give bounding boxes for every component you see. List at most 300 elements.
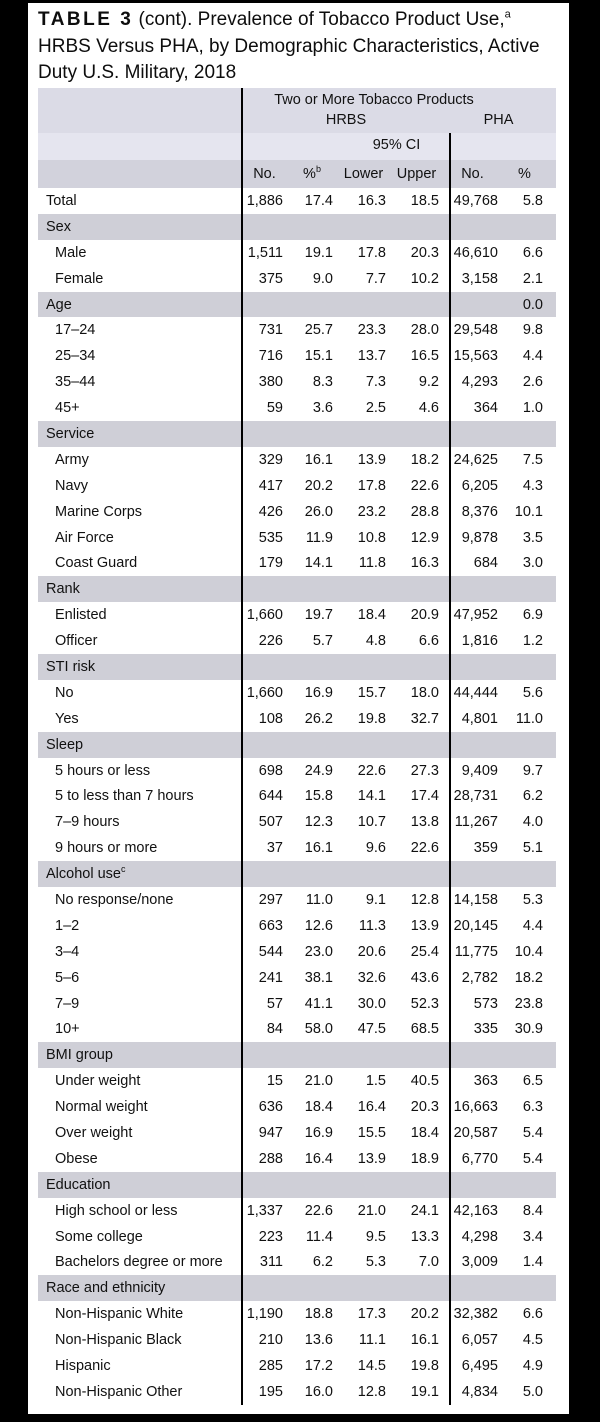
row-label: Age xyxy=(46,296,72,313)
value-cell: 21.0 xyxy=(357,1202,386,1219)
footnote-marker-b: b xyxy=(315,164,321,175)
value-cell: 22.6 xyxy=(410,840,439,857)
value-cell: 20,587 xyxy=(453,1125,498,1141)
table-row xyxy=(38,1250,556,1276)
value-cell: 14.5 xyxy=(357,1358,386,1375)
value-cell: 52.3 xyxy=(410,995,439,1012)
value-cell: 15.8 xyxy=(304,788,333,805)
value-cell: 663 xyxy=(258,917,283,934)
table-row xyxy=(38,395,556,421)
col-header-pha-no: No. xyxy=(461,166,484,182)
value-cell: 1,660 xyxy=(246,684,283,701)
value-cell: 3.0 xyxy=(522,555,543,572)
value-cell: 14,158 xyxy=(453,891,498,908)
value-cell: 20.2 xyxy=(410,1306,439,1323)
value-cell: 38.1 xyxy=(304,969,333,986)
value-cell: 25.7 xyxy=(304,322,333,339)
value-cell: 16.1 xyxy=(304,840,333,857)
table-row xyxy=(38,602,556,628)
table-row xyxy=(38,706,556,732)
value-cell: 5.1 xyxy=(522,840,543,857)
value-cell: 11.3 xyxy=(358,917,386,934)
value-cell: 2.5 xyxy=(365,400,386,417)
value-cell: 9.1 xyxy=(365,891,386,908)
value-cell: 20.9 xyxy=(410,607,439,624)
value-cell: 417 xyxy=(258,477,283,494)
value-cell: 6.5 xyxy=(522,1073,543,1090)
value-cell: 4,834 xyxy=(461,1383,498,1400)
value-cell: 11.1 xyxy=(358,1332,386,1349)
value-cell: 13.7 xyxy=(357,348,386,365)
value-cell: 15 xyxy=(266,1073,283,1090)
row-label: Navy xyxy=(55,477,89,494)
value-cell: 380 xyxy=(258,374,283,391)
value-cell: 5.3 xyxy=(522,891,543,908)
row-label: Marine Corps xyxy=(55,503,143,520)
value-cell: 6.2 xyxy=(312,1254,333,1271)
value-cell: 6.6 xyxy=(522,244,543,261)
section-header-row xyxy=(38,1275,556,1301)
pha-group-label: PHA xyxy=(483,112,514,128)
value-cell: 24.9 xyxy=(304,762,333,779)
value-cell: 297 xyxy=(258,891,283,908)
table-row xyxy=(38,758,556,784)
value-cell: 13.8 xyxy=(410,814,439,831)
table-row xyxy=(38,473,556,499)
value-cell: 28,731 xyxy=(453,788,498,805)
value-cell: 6.6 xyxy=(522,1306,543,1323)
value-cell: 644 xyxy=(258,788,283,805)
value-cell: 9,878 xyxy=(461,529,498,546)
row-label: 25–34 xyxy=(55,348,96,365)
value-cell: 16.4 xyxy=(304,1150,333,1167)
value-cell: 731 xyxy=(258,322,283,339)
table-row xyxy=(38,809,556,835)
pct-symbol: % xyxy=(303,166,316,182)
value-cell: 16.9 xyxy=(304,1125,333,1141)
value-cell: 9.0 xyxy=(312,270,333,287)
row-label: Obese xyxy=(55,1150,98,1167)
value-cell: 12.3 xyxy=(304,814,333,831)
value-cell: 14.1 xyxy=(357,788,386,805)
value-cell: 18.0 xyxy=(410,684,439,701)
value-cell: 636 xyxy=(258,1099,283,1116)
value-cell: 10.1 xyxy=(514,503,543,520)
value-cell: 32.6 xyxy=(357,969,386,986)
value-cell: 26.0 xyxy=(304,503,333,520)
value-cell: 544 xyxy=(258,943,283,960)
value-cell: 19.8 xyxy=(357,710,386,727)
value-cell: 4.4 xyxy=(522,917,543,934)
row-label: 5–6 xyxy=(55,969,80,986)
col-header-hrbs-no: No. xyxy=(253,166,276,182)
value-cell: 335 xyxy=(473,1021,498,1038)
value-cell: 19.8 xyxy=(410,1358,439,1375)
title-text-rest: HRBS Versus PHA, by Demographic Characteristics, Active Duty U.S. Military, 2018 xyxy=(38,35,540,83)
value-cell: 311 xyxy=(259,1254,283,1271)
table-row xyxy=(38,266,556,292)
value-cell: 1.5 xyxy=(365,1073,386,1090)
footnote-marker: c xyxy=(120,864,126,875)
value-cell: 32.7 xyxy=(410,710,439,727)
value-cell: 6.2 xyxy=(522,788,543,805)
row-label: 17–24 xyxy=(55,322,96,339)
value-cell: 9.6 xyxy=(365,840,386,857)
value-cell: 3,158 xyxy=(461,270,498,287)
value-cell: 19.1 xyxy=(410,1383,439,1400)
value-cell: 15,563 xyxy=(453,348,498,365)
section-header-row xyxy=(38,1172,556,1198)
value-cell: 9.2 xyxy=(418,374,439,391)
value-cell: 6.3 xyxy=(522,1099,543,1116)
table-number: TABLE 3 xyxy=(38,9,134,30)
data-table xyxy=(38,88,556,1405)
table-row xyxy=(38,1068,556,1094)
value-cell: 684 xyxy=(473,555,498,572)
value-cell: 18.4 xyxy=(304,1099,333,1116)
row-label: 7–9 xyxy=(55,995,80,1012)
value-cell: 17.3 xyxy=(357,1306,386,1323)
row-label: Female xyxy=(55,270,104,287)
value-cell: 1,190 xyxy=(246,1306,283,1323)
value-cell: 41.1 xyxy=(304,995,333,1012)
value-cell: 2.6 xyxy=(522,374,543,391)
value-cell: 30.0 xyxy=(357,995,386,1012)
value-cell: 359 xyxy=(473,840,498,857)
hrbs-group-label: HRBS xyxy=(325,112,367,128)
table-row xyxy=(38,1224,556,1250)
value-cell: 698 xyxy=(258,762,283,779)
row-label: 35–44 xyxy=(55,374,96,391)
value-cell: 29,548 xyxy=(453,322,498,339)
table-row xyxy=(38,680,556,706)
value-cell: 1,886 xyxy=(246,192,283,209)
value-cell: 4.9 xyxy=(522,1358,543,1375)
value-cell: 6,770 xyxy=(461,1150,498,1167)
table-row xyxy=(38,188,556,214)
row-label: Rank xyxy=(46,581,80,598)
table-row xyxy=(38,499,556,525)
value-cell: 4.5 xyxy=(522,1332,543,1349)
value-cell: 24.1 xyxy=(410,1202,439,1219)
value-cell: 11,267 xyxy=(454,814,498,831)
value-cell: 7.7 xyxy=(365,270,386,287)
row-label: Officer xyxy=(55,633,98,650)
value-cell: 573 xyxy=(473,995,498,1012)
value-cell: 10.4 xyxy=(514,943,543,960)
value-cell: 5.0 xyxy=(522,1383,543,1400)
section-header-row xyxy=(38,654,556,680)
table-row xyxy=(38,887,556,913)
section-header-row xyxy=(38,292,556,318)
table-row xyxy=(38,240,556,266)
row-label: Male xyxy=(55,244,87,261)
value-cell: 9,409 xyxy=(461,762,498,779)
row-label: 45+ xyxy=(55,400,80,417)
value-cell: 3.6 xyxy=(312,400,333,417)
value-cell: 6,205 xyxy=(461,477,498,494)
value-cell: 47,952 xyxy=(453,607,498,624)
value-cell: 68.5 xyxy=(410,1021,439,1038)
row-label: Sex xyxy=(46,218,71,235)
value-cell: 15.1 xyxy=(304,348,333,365)
value-cell: 8.4 xyxy=(522,1202,543,1219)
row-label: Alcohol use$^c$ xyxy=(46,864,126,883)
section-header-row xyxy=(38,1042,556,1068)
row-label: Non-Hispanic Other xyxy=(55,1383,183,1400)
value-cell: 7.5 xyxy=(522,451,543,468)
value-cell: 23.3 xyxy=(357,322,386,339)
table-row xyxy=(38,1379,556,1405)
vertical-rule-left xyxy=(241,88,243,1405)
value-cell: 7.3 xyxy=(365,374,386,391)
table-row xyxy=(38,1301,556,1327)
row-label: Under weight xyxy=(55,1073,141,1090)
table-row xyxy=(38,1120,556,1146)
value-cell: 9.8 xyxy=(522,322,543,339)
table-row xyxy=(38,1017,556,1043)
value-cell: 19.7 xyxy=(304,607,333,624)
table-row xyxy=(38,525,556,551)
row-label: High school or less xyxy=(55,1202,178,1219)
value-cell: 1,511 xyxy=(247,244,283,261)
row-label: Sleep xyxy=(46,736,84,753)
value-cell: 17.4 xyxy=(304,192,333,209)
section-header-row xyxy=(38,421,556,447)
value-cell: 17.2 xyxy=(304,1358,333,1375)
row-label: BMI group xyxy=(46,1047,113,1064)
value-cell: 17.4 xyxy=(410,788,439,805)
value-cell: 43.6 xyxy=(410,969,439,986)
row-label: Bachelors degree or more xyxy=(55,1254,223,1271)
row-label: Normal weight xyxy=(55,1099,148,1116)
value-cell: 22.6 xyxy=(304,1202,333,1219)
value-cell: 1,816 xyxy=(461,633,498,650)
row-label: Coast Guard xyxy=(55,555,138,572)
value-cell: 8,376 xyxy=(461,503,498,520)
value-cell: 16.9 xyxy=(304,684,333,701)
value-cell: 21.0 xyxy=(304,1073,333,1090)
value-cell: 12.8 xyxy=(357,1383,386,1400)
value-cell: 6.6 xyxy=(418,633,439,650)
table-row xyxy=(38,1353,556,1379)
value-cell: 5.4 xyxy=(522,1125,543,1141)
column-group-header xyxy=(38,88,556,133)
row-label: Total xyxy=(46,192,77,209)
value-cell: 16.3 xyxy=(410,555,439,572)
value-cell: 16,663 xyxy=(453,1099,498,1116)
value-cell: 241 xyxy=(258,969,283,986)
col-header-pha-pct: % xyxy=(518,166,531,182)
value-cell: 2.1 xyxy=(522,270,543,287)
value-cell: 4.8 xyxy=(365,633,386,650)
table-row xyxy=(38,447,556,473)
row-label: 10+ xyxy=(55,1021,80,1038)
value-cell: 22.6 xyxy=(410,477,439,494)
value-cell: 3.5 xyxy=(522,529,543,546)
value-cell: 6,057 xyxy=(461,1332,498,1349)
value-cell: 23.0 xyxy=(304,943,333,960)
value-cell: 426 xyxy=(258,503,283,520)
value-cell: 195 xyxy=(258,1383,283,1400)
col-header-hrbs-pct xyxy=(287,166,337,182)
row-label: Hispanic xyxy=(55,1358,111,1375)
column-header-row xyxy=(38,160,556,188)
col-header-upper: Upper xyxy=(396,166,437,182)
value-cell: 59 xyxy=(266,400,283,417)
row-label: Yes xyxy=(55,710,79,727)
value-cell: 16.0 xyxy=(304,1383,333,1400)
value-cell: 11.4 xyxy=(305,1228,333,1245)
value-cell: 37 xyxy=(266,840,283,857)
value-cell: 4,801 xyxy=(461,710,498,727)
table-row xyxy=(38,317,556,343)
value-cell: 16.1 xyxy=(304,451,333,468)
value-cell: 11.0 xyxy=(515,710,543,727)
value-cell: 17.8 xyxy=(357,477,386,494)
value-cell: 16.1 xyxy=(410,1332,439,1349)
value-cell: 47.5 xyxy=(357,1021,386,1038)
value-cell: 285 xyxy=(258,1358,283,1375)
value-cell: 28.0 xyxy=(410,322,439,339)
table-row xyxy=(38,343,556,369)
value-cell: 5.4 xyxy=(522,1150,543,1167)
value-cell: 20.2 xyxy=(304,477,333,494)
table-row xyxy=(38,939,556,965)
value-cell: 223 xyxy=(258,1228,283,1245)
group-header-label: Two or More Tobacco Products xyxy=(274,92,474,108)
row-label: Race and ethnicity xyxy=(46,1280,166,1297)
value-cell: 15.5 xyxy=(357,1125,386,1141)
section-header-row xyxy=(38,214,556,240)
section-header-row xyxy=(38,861,556,887)
ci-label: 95% CI xyxy=(372,137,421,153)
value-cell: 226 xyxy=(258,633,283,650)
table-title xyxy=(38,7,564,87)
row-label: 5 to less than 7 hours xyxy=(55,788,194,805)
row-label: No response/none xyxy=(55,891,174,908)
value-cell: 3.4 xyxy=(522,1228,543,1245)
value-cell: 18.9 xyxy=(410,1150,439,1167)
row-label: No xyxy=(55,684,74,701)
value-cell: 16.3 xyxy=(357,192,386,209)
table-row xyxy=(38,1327,556,1353)
value-cell: 3,009 xyxy=(461,1254,498,1271)
value-cell: 1,660 xyxy=(246,607,283,624)
value-cell: 24,625 xyxy=(453,451,498,468)
value-cell: 11,775 xyxy=(454,943,498,960)
table-row xyxy=(38,913,556,939)
value-cell: 9.5 xyxy=(365,1228,386,1245)
value-cell: 18.2 xyxy=(410,451,439,468)
vertical-rule-pha xyxy=(449,133,451,1405)
table-row xyxy=(38,369,556,395)
row-label: Some college xyxy=(55,1228,143,1245)
value-cell: 1.0 xyxy=(522,400,543,417)
value-cell: 16.5 xyxy=(410,348,439,365)
table-row xyxy=(38,1094,556,1120)
value-cell: 4.4 xyxy=(522,348,543,365)
value-cell: 17.8 xyxy=(357,244,386,261)
value-cell: 1,337 xyxy=(246,1202,283,1219)
section-header-row xyxy=(38,732,556,758)
section-header-row xyxy=(38,576,556,602)
value-cell: 288 xyxy=(258,1150,283,1167)
value-cell: 108 xyxy=(258,710,283,727)
value-cell: 14.1 xyxy=(304,555,333,572)
value-cell: 6.9 xyxy=(522,607,543,624)
value-cell: 18.2 xyxy=(514,969,543,986)
value-cell: 20.6 xyxy=(357,943,386,960)
row-label: Army xyxy=(55,451,89,468)
value-cell: 18.4 xyxy=(410,1125,439,1141)
value-cell: 20.3 xyxy=(410,1099,439,1116)
value-cell: 210 xyxy=(258,1332,283,1349)
table-row xyxy=(38,991,556,1017)
value-cell: 5.3 xyxy=(365,1254,386,1271)
value-cell: 20,145 xyxy=(453,917,498,934)
value-cell: 11.0 xyxy=(305,891,333,908)
value-cell: 13.9 xyxy=(410,917,439,934)
value-cell: 26.2 xyxy=(304,710,333,727)
row-label: Non-Hispanic White xyxy=(55,1306,184,1323)
value-cell: 13.9 xyxy=(357,451,386,468)
value-cell: 5.6 xyxy=(522,684,543,701)
row-label: 9 hours or more xyxy=(55,840,158,857)
table-row xyxy=(38,550,556,576)
table-row xyxy=(38,835,556,861)
value-cell: 18.8 xyxy=(304,1306,333,1323)
table-body xyxy=(38,188,556,1405)
value-cell: 1.2 xyxy=(522,633,543,650)
value-cell: 49,768 xyxy=(453,192,498,209)
value-cell: 11.9 xyxy=(305,529,333,546)
value-cell: 25.4 xyxy=(410,943,439,960)
value-cell: 44,444 xyxy=(453,684,498,701)
table-row xyxy=(38,1198,556,1224)
value-cell: 12.6 xyxy=(304,917,333,934)
page-background xyxy=(28,3,569,1414)
row-label: 5 hours or less xyxy=(55,762,151,779)
value-cell: 0.0 xyxy=(522,296,543,313)
row-label: Air Force xyxy=(55,529,114,546)
row-label: Education xyxy=(46,1176,111,1193)
value-cell: 363 xyxy=(473,1073,498,1090)
value-cell: 507 xyxy=(258,814,283,831)
value-cell: 16.4 xyxy=(357,1099,386,1116)
value-cell: 2,782 xyxy=(461,969,498,986)
value-cell: 19.1 xyxy=(304,244,333,261)
ci-header-row xyxy=(38,133,556,160)
value-cell: 28.8 xyxy=(410,503,439,520)
value-cell: 13.3 xyxy=(410,1228,439,1245)
value-cell: 13.6 xyxy=(304,1332,333,1349)
value-cell: 4,293 xyxy=(461,374,498,391)
value-cell: 179 xyxy=(258,555,283,572)
value-cell: 42,163 xyxy=(453,1202,498,1219)
col-header-lower: Lower xyxy=(343,166,384,182)
row-label: STI risk xyxy=(46,658,96,675)
value-cell: 5.7 xyxy=(312,633,333,650)
value-cell: 40.5 xyxy=(410,1073,439,1090)
value-cell: 8.3 xyxy=(312,374,333,391)
value-cell: 32,382 xyxy=(453,1306,498,1323)
value-cell: 4.3 xyxy=(522,477,543,494)
value-cell: 10.7 xyxy=(357,814,386,831)
value-cell: 7.0 xyxy=(418,1254,439,1271)
value-cell: 30.9 xyxy=(514,1021,543,1038)
table-row xyxy=(38,965,556,991)
